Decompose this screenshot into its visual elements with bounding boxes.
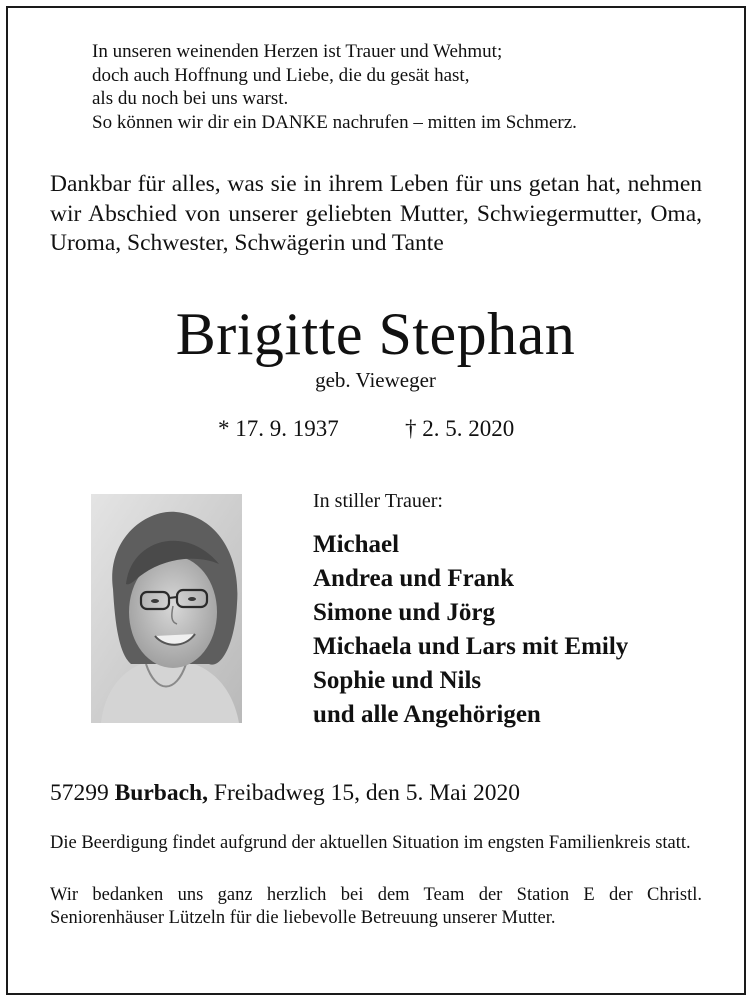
death-date: † 2. 5. 2020 (405, 416, 515, 441)
intro-text: Dankbar für alles, was sie in ihrem Leben für uns getan hat, nehmen wir Abschied von unserer geliebten Mutter, Schwiegermutter, Oma, Uroma, Schwester, Schwägerin und Tante (50, 171, 702, 256)
mourner-name: Andrea und Frank (313, 565, 514, 592)
thanks-note: Wir bedanken uns ganz herzlich bei dem Team der Station E der Christl. Seniorenhäuser Lützeln für die liebevolle Betreuung unserer Mutter. (50, 885, 702, 928)
address-city: Burbach, (114, 780, 208, 806)
mourners-list (313, 528, 628, 732)
mourner-name: Michael (313, 531, 400, 558)
mourner-name: und alle Angehörigen (313, 701, 541, 728)
poem-line: So können wir dir ein DANKE nachrufen – mitten im Schmerz. (92, 111, 577, 133)
birth-name: geb. Vieweger (315, 368, 436, 392)
mourner-name: Michaela und Lars mit Emily (313, 633, 629, 660)
deceased-name: Brigitte Stephan (175, 301, 576, 367)
birth-date: * 17. 9. 1937 (218, 416, 339, 441)
funeral-note: Die Beerdigung findet aufgrund der aktuellen Situation im engsten Familienkreis statt. (50, 833, 691, 853)
grief-label: In stiller Trauer: (313, 490, 443, 512)
poem (92, 40, 577, 134)
portrait-photo (91, 494, 242, 723)
address-street-date: Freibadweg 15, den 5. Mai 2020 (213, 780, 520, 806)
poem-line: In unseren weinenden Herzen ist Trauer und Wehmut; (92, 41, 503, 62)
mourner-name: Simone und Jörg (313, 599, 495, 626)
mourner-name: Sophie und Nils (313, 667, 482, 694)
address-line (50, 780, 520, 807)
address-zip: 57299 (50, 780, 109, 806)
poem-line: als du noch bei uns warst. (92, 88, 289, 109)
poem-line: doch auch Hoffnung und Liebe, die du gesät hast, (92, 64, 470, 86)
